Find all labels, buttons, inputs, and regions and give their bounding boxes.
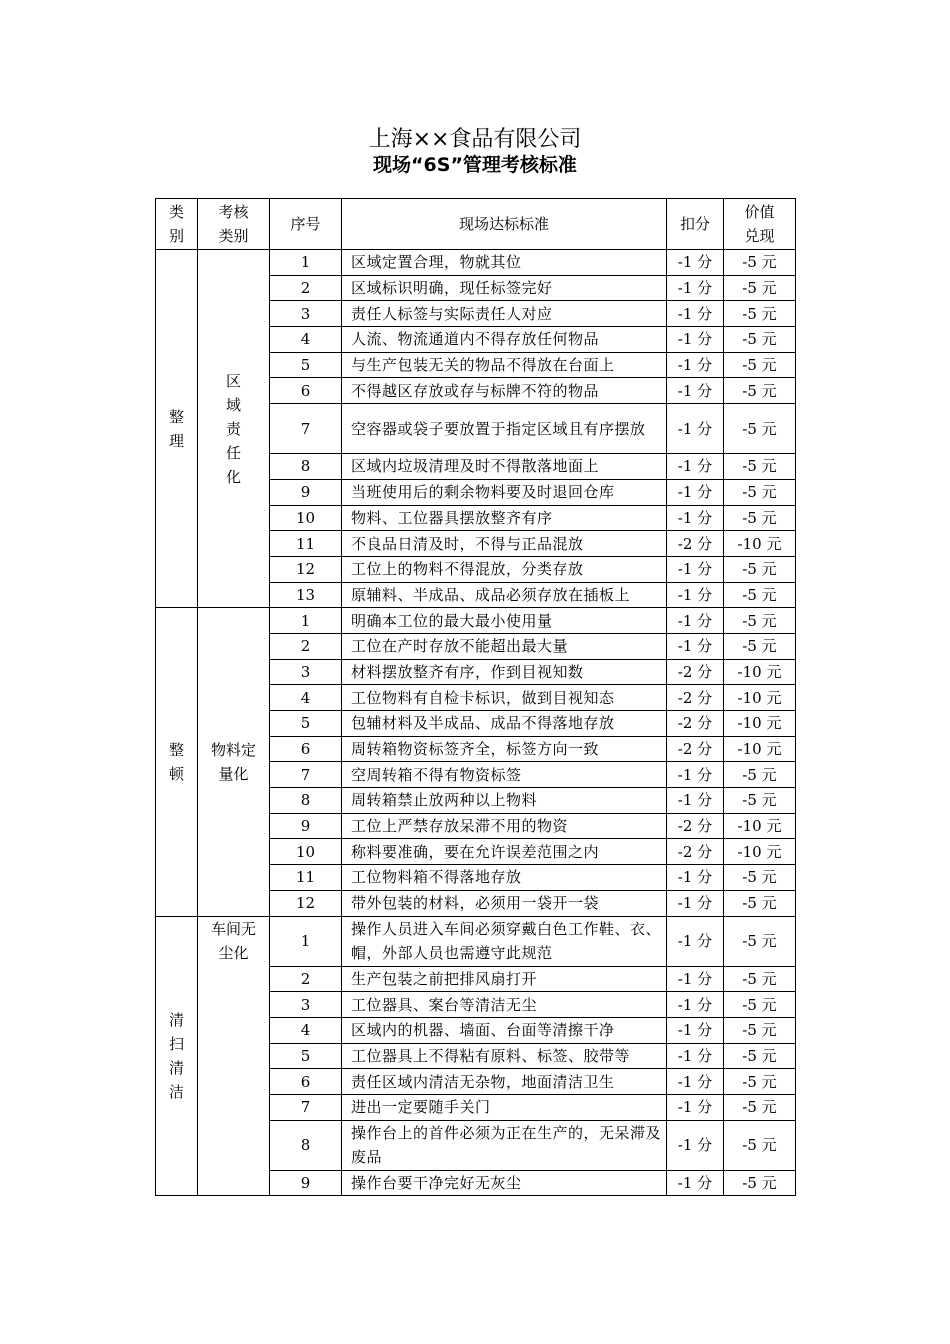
deduction-cell: -1 分 bbox=[667, 762, 724, 788]
deduction-cell: -1 分 bbox=[667, 327, 724, 353]
deduction-cell: -1 分 bbox=[667, 1017, 724, 1043]
standards-table bbox=[155, 198, 796, 1196]
header-assessment-type: 考核类别 bbox=[198, 199, 270, 250]
standard-cell: 称料要准确，要在允许误差范围之内 bbox=[342, 839, 667, 865]
standard-cell: 生产包装之前把排风扇打开 bbox=[342, 966, 667, 992]
deduction-cell: -1 分 bbox=[667, 916, 724, 966]
seq-cell: 3 bbox=[270, 992, 342, 1018]
standard-cell: 工位物料箱不得落地存放 bbox=[342, 865, 667, 891]
standard-cell: 操作台上的首件必须为正在生产的，无呆滞及废品 bbox=[342, 1120, 667, 1170]
table-row bbox=[156, 916, 796, 966]
value-cell: -5 元 bbox=[724, 966, 796, 992]
seq-cell: 5 bbox=[270, 352, 342, 378]
seq-cell: 6 bbox=[270, 1069, 342, 1095]
value-cell: -5 元 bbox=[724, 454, 796, 480]
header-deduction: 扣分 bbox=[667, 199, 724, 250]
seq-cell: 9 bbox=[270, 813, 342, 839]
value-cell: -5 元 bbox=[724, 352, 796, 378]
deduction-cell: -1 分 bbox=[667, 966, 724, 992]
deduction-cell: -1 分 bbox=[667, 250, 724, 276]
value-cell: -5 元 bbox=[724, 301, 796, 327]
seq-cell: 2 bbox=[270, 275, 342, 301]
seq-cell: 3 bbox=[270, 659, 342, 685]
seq-cell: 2 bbox=[270, 633, 342, 659]
deduction-cell: -1 分 bbox=[667, 633, 724, 659]
seq-cell: 12 bbox=[270, 890, 342, 916]
seq-cell: 9 bbox=[270, 479, 342, 505]
seq-cell: 11 bbox=[270, 865, 342, 891]
standard-cell: 包辅材料及半成品、成品不得落地存放 bbox=[342, 711, 667, 737]
standard-cell: 工位上的物料不得混放，分类存放 bbox=[342, 556, 667, 582]
seq-cell: 7 bbox=[270, 1094, 342, 1120]
document-title: 现场“6S”管理考核标准 bbox=[373, 154, 577, 176]
standard-cell: 区域内的机器、墙面、台面等清擦干净 bbox=[342, 1017, 667, 1043]
deduction-cell: -1 分 bbox=[667, 352, 724, 378]
standard-cell: 进出一定要随手关门 bbox=[342, 1094, 667, 1120]
seq-cell: 1 bbox=[270, 608, 342, 634]
standard-cell: 区域定置合理，物就其位 bbox=[342, 250, 667, 276]
seq-cell: 4 bbox=[270, 327, 342, 353]
value-cell: -5 元 bbox=[724, 1017, 796, 1043]
standard-cell: 操作台要干净完好无灰尘 bbox=[342, 1170, 667, 1196]
deduction-cell: -1 分 bbox=[667, 865, 724, 891]
value-cell: -10 元 bbox=[724, 711, 796, 737]
deduction-cell: -1 分 bbox=[667, 1069, 724, 1095]
deduction-cell: -1 分 bbox=[667, 454, 724, 480]
seq-cell: 13 bbox=[270, 582, 342, 608]
table-row bbox=[156, 608, 796, 634]
value-cell: -5 元 bbox=[724, 890, 796, 916]
assessment-type-cell: 区域责任化 bbox=[198, 250, 270, 608]
standard-cell: 物料、工位器具摆放整齐有序 bbox=[342, 505, 667, 531]
header-value: 价值兑现 bbox=[724, 199, 796, 250]
standard-cell: 责任区域内清洁无杂物，地面清洁卫生 bbox=[342, 1069, 667, 1095]
deduction-cell: -1 分 bbox=[667, 788, 724, 814]
company-title: 上海××食品有限公司 bbox=[368, 127, 582, 152]
value-cell: -5 元 bbox=[724, 992, 796, 1018]
seq-cell: 3 bbox=[270, 301, 342, 327]
standard-cell: 周转箱禁止放两种以上物料 bbox=[342, 788, 667, 814]
seq-cell: 4 bbox=[270, 1017, 342, 1043]
value-cell: -5 元 bbox=[724, 582, 796, 608]
deduction-cell: -2 分 bbox=[667, 659, 724, 685]
seq-cell: 11 bbox=[270, 531, 342, 557]
seq-cell: 12 bbox=[270, 556, 342, 582]
value-cell: -10 元 bbox=[724, 839, 796, 865]
standard-cell: 工位物料有自检卡标识，做到目视知态 bbox=[342, 685, 667, 711]
value-cell: -10 元 bbox=[724, 659, 796, 685]
value-cell: -10 元 bbox=[724, 813, 796, 839]
deduction-cell: -1 分 bbox=[667, 608, 724, 634]
value-cell: -5 元 bbox=[724, 633, 796, 659]
value-cell: -5 元 bbox=[724, 608, 796, 634]
deduction-cell: -2 分 bbox=[667, 685, 724, 711]
value-cell: -5 元 bbox=[724, 1170, 796, 1196]
seq-cell: 5 bbox=[270, 1043, 342, 1069]
seq-cell: 8 bbox=[270, 454, 342, 480]
standard-cell: 工位上严禁存放呆滞不用的物资 bbox=[342, 813, 667, 839]
value-cell: -5 元 bbox=[724, 505, 796, 531]
value-cell: -5 元 bbox=[724, 404, 796, 454]
category-cell: 清扫清洁 bbox=[156, 916, 198, 1196]
deduction-cell: -1 分 bbox=[667, 1120, 724, 1170]
header-category: 类别 bbox=[156, 199, 198, 250]
standard-cell: 工位器具上不得粘有原料、标签、胶带等 bbox=[342, 1043, 667, 1069]
deduction-cell: -2 分 bbox=[667, 813, 724, 839]
value-cell: -5 元 bbox=[724, 250, 796, 276]
standard-cell: 人流、物流通道内不得存放任何物品 bbox=[342, 327, 667, 353]
deduction-cell: -1 分 bbox=[667, 556, 724, 582]
seq-cell: 8 bbox=[270, 788, 342, 814]
seq-cell: 10 bbox=[270, 839, 342, 865]
deduction-cell: -2 分 bbox=[667, 736, 724, 762]
deduction-cell: -1 分 bbox=[667, 1094, 724, 1120]
seq-cell: 1 bbox=[270, 916, 342, 966]
header-standard: 现场达标标准 bbox=[342, 199, 667, 250]
standard-cell: 周转箱物资标签齐全，标签方向一致 bbox=[342, 736, 667, 762]
table-body bbox=[156, 250, 796, 1196]
seq-cell: 7 bbox=[270, 762, 342, 788]
assessment-type-cell: 物料定量化 bbox=[198, 608, 270, 916]
value-cell: -5 元 bbox=[724, 1120, 796, 1170]
standard-cell: 材料摆放整齐有序，作到目视知数 bbox=[342, 659, 667, 685]
deduction-cell: -1 分 bbox=[667, 505, 724, 531]
seq-cell: 2 bbox=[270, 966, 342, 992]
value-cell: -5 元 bbox=[724, 1043, 796, 1069]
standard-cell: 操作人员进入车间必须穿戴白色工作鞋、衣、帽，外部人员也需遵守此规范 bbox=[342, 916, 667, 966]
category-cell: 整理 bbox=[156, 250, 198, 608]
standard-cell: 空容器或袋子要放置于指定区域且有序摆放 bbox=[342, 404, 667, 454]
seq-cell: 9 bbox=[270, 1170, 342, 1196]
value-cell: -10 元 bbox=[724, 685, 796, 711]
standard-cell: 原辅料、半成品、成品必须存放在插板上 bbox=[342, 582, 667, 608]
deduction-cell: -1 分 bbox=[667, 479, 724, 505]
deduction-cell: -1 分 bbox=[667, 582, 724, 608]
value-cell: -5 元 bbox=[724, 916, 796, 966]
header-seq: 序号 bbox=[270, 199, 342, 250]
deduction-cell: -2 分 bbox=[667, 839, 724, 865]
header-row bbox=[156, 199, 796, 250]
value-cell: -10 元 bbox=[724, 531, 796, 557]
standard-cell: 区域内垃圾清理及时不得散落地面上 bbox=[342, 454, 667, 480]
value-cell: -5 元 bbox=[724, 788, 796, 814]
deduction-cell: -2 分 bbox=[667, 531, 724, 557]
seq-cell: 1 bbox=[270, 250, 342, 276]
standard-cell: 工位在产时存放不能超出最大量 bbox=[342, 633, 667, 659]
value-cell: -5 元 bbox=[724, 865, 796, 891]
deduction-cell: -1 分 bbox=[667, 1170, 724, 1196]
standard-cell: 明确本工位的最大最小使用量 bbox=[342, 608, 667, 634]
standard-cell: 工位器具、案台等清洁无尘 bbox=[342, 992, 667, 1018]
standard-cell: 不得越区存放或存与标牌不符的物品 bbox=[342, 378, 667, 404]
table-row bbox=[156, 250, 796, 276]
category-cell: 整顿 bbox=[156, 608, 198, 916]
seq-cell: 10 bbox=[270, 505, 342, 531]
value-cell: -5 元 bbox=[724, 479, 796, 505]
standard-cell: 当班使用后的剩余物料要及时退回仓库 bbox=[342, 479, 667, 505]
value-cell: -5 元 bbox=[724, 1094, 796, 1120]
value-cell: -5 元 bbox=[724, 378, 796, 404]
standard-cell: 区域标识明确，现任标签完好 bbox=[342, 275, 667, 301]
deduction-cell: -2 分 bbox=[667, 711, 724, 737]
value-cell: -5 元 bbox=[724, 556, 796, 582]
value-cell: -5 元 bbox=[724, 762, 796, 788]
standard-cell: 责任人标签与实际责任人对应 bbox=[342, 301, 667, 327]
deduction-cell: -1 分 bbox=[667, 301, 724, 327]
seq-cell: 6 bbox=[270, 736, 342, 762]
deduction-cell: -1 分 bbox=[667, 1043, 724, 1069]
value-cell: -5 元 bbox=[724, 1069, 796, 1095]
deduction-cell: -1 分 bbox=[667, 378, 724, 404]
value-cell: -10 元 bbox=[724, 736, 796, 762]
standard-cell: 带外包装的材料，必须用一袋开一袋 bbox=[342, 890, 667, 916]
seq-cell: 8 bbox=[270, 1120, 342, 1170]
deduction-cell: -1 分 bbox=[667, 404, 724, 454]
seq-cell: 4 bbox=[270, 685, 342, 711]
deduction-cell: -1 分 bbox=[667, 275, 724, 301]
seq-cell: 6 bbox=[270, 378, 342, 404]
seq-cell: 7 bbox=[270, 404, 342, 454]
deduction-cell: -1 分 bbox=[667, 992, 724, 1018]
assessment-type-cell: 车间无尘化 bbox=[198, 916, 270, 1196]
standard-cell: 与生产包装无关的物品不得放在台面上 bbox=[342, 352, 667, 378]
value-cell: -5 元 bbox=[724, 327, 796, 353]
standard-cell: 空周转箱不得有物资标签 bbox=[342, 762, 667, 788]
standard-cell: 不良品日清及时，不得与正品混放 bbox=[342, 531, 667, 557]
seq-cell: 5 bbox=[270, 711, 342, 737]
deduction-cell: -1 分 bbox=[667, 890, 724, 916]
value-cell: -5 元 bbox=[724, 275, 796, 301]
